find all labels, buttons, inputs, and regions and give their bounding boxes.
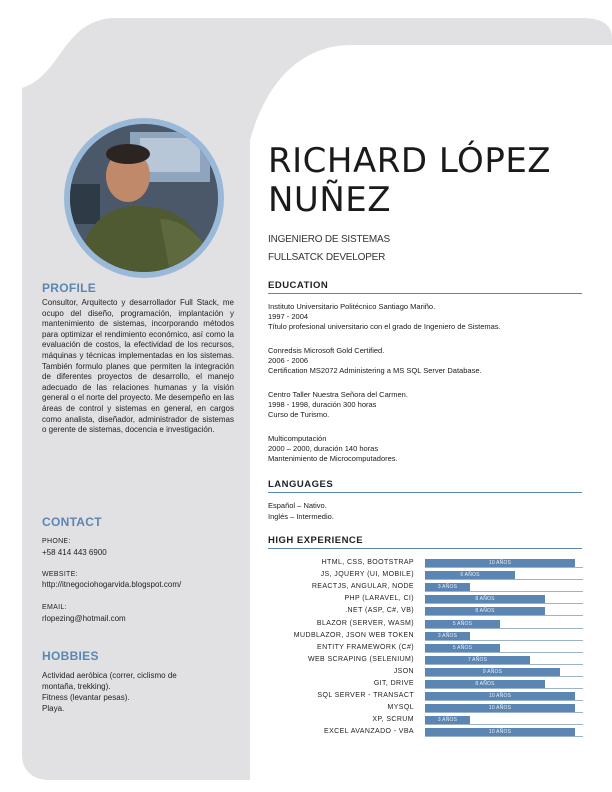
skill-name: .NET (ASP, C#, VB) <box>345 607 414 615</box>
edu-dates: 1998 - 1998, duración 300 horas <box>268 400 377 409</box>
experience-heading: HIGH EXPERIENCE <box>268 535 582 549</box>
skill-baseline <box>425 676 583 677</box>
skill-row <box>268 569 588 580</box>
skill-name: EXCEL AVANZADO - VBA <box>324 728 414 736</box>
job-title: FULLSATCK DEVELOPER <box>268 252 386 263</box>
skill-name: GIT, DRIVE <box>373 680 414 687</box>
skill-baseline <box>425 688 583 689</box>
skill-name: WEB SCRAPING (SELENIUM) <box>307 655 414 663</box>
skill-bar <box>425 716 470 724</box>
edu-institution: Centro Taller Nuestra Señora del Carmen. <box>268 390 408 399</box>
job-title: INGENIERO DE SISTEMAS <box>268 234 390 245</box>
skill-years-label: 3 AÑOS <box>437 632 458 639</box>
website-link[interactable]: http://itnegociohogarvida.blogspot.com/ <box>42 580 182 589</box>
skill-row <box>268 666 588 677</box>
skill-name: XP, SCRUM <box>372 716 414 724</box>
skill-years-label: 3 AÑOS <box>437 717 458 724</box>
hobbies-line: Fitness (levantar pesas). <box>42 693 130 702</box>
email-link[interactable]: rlopezing@hotmail.com <box>42 614 126 623</box>
skill-row <box>268 557 588 568</box>
skill-baseline <box>425 615 583 616</box>
skill-name: BLAZOR (SERVER, WASM) <box>316 619 414 627</box>
contact-heading: CONTACT <box>42 515 102 529</box>
avatar <box>70 124 218 272</box>
website-label: WEBSITE: <box>42 571 78 578</box>
skill-baseline <box>425 579 583 580</box>
skill-bar <box>425 644 500 652</box>
profile-text: Consultor, Arquitecto y desarrollador Full Stack, me ocupo del diseño, programación, implantación y mantenimiento de sistemas, incorporando métodos para optimizar el rendimiento económico, así como la evaluación de costos, la efectividad de los recursos, máquinas y técnicas implementadas en los sistemas. También formulo planes que permiten la integración de diferentes proyectos de desarrollo, el manejo adecuado de las relaciones humanas y la visión general o el norte del proyecto. Me desempeño en las áreas de control y sistemas en general, en cargos como analista, diseñador, administrador de sistemas o gerente de sistemas, docencia e investigación. <box>42 298 234 435</box>
edu-institution: Multicomputación <box>268 434 327 443</box>
skill-bar <box>425 680 545 688</box>
skill-bar <box>425 692 575 700</box>
skill-years-label: 10 AÑOS <box>488 705 512 712</box>
skill-row <box>268 726 588 737</box>
hobbies-heading: HOBBIES <box>42 649 99 663</box>
skill-bar <box>425 728 575 736</box>
education-item <box>268 390 408 420</box>
skill-row <box>268 690 588 701</box>
skill-years-label: 10 AÑOS <box>488 560 512 566</box>
skill-bar <box>425 583 470 591</box>
skill-years-label: 10 AÑOS <box>488 693 512 700</box>
email-label: EMAIL: <box>42 604 67 611</box>
language-line: Español – Nativo. <box>268 501 327 510</box>
skill-baseline <box>425 664 583 665</box>
phone-value[interactable]: +58 414 443 6900 <box>42 548 107 557</box>
edu-dates: 2006 - 2006 <box>268 356 309 365</box>
skill-baseline <box>425 712 583 713</box>
skill-baseline <box>425 652 583 653</box>
skill-baseline <box>425 591 583 592</box>
skill-row <box>268 654 588 665</box>
skill-bar <box>425 620 500 628</box>
skill-bar <box>425 595 545 603</box>
skill-bar <box>425 607 545 615</box>
skill-years-label: 5 AÑOS <box>452 620 473 627</box>
skill-row <box>268 581 588 592</box>
edu-dates: 1997 - 2004 <box>268 312 309 321</box>
skill-name: MUDBLAZOR, JSON WEB TOKEN <box>293 631 414 639</box>
skill-years-label: 5 AÑOS <box>452 644 473 651</box>
profile-photo <box>64 118 224 278</box>
edu-dates: 2000 – 2000, duración 140 horas <box>268 444 379 453</box>
skill-name: JS, JQUERY (UI, MOBILE) <box>320 571 414 579</box>
skill-baseline <box>425 603 583 604</box>
phone-label: PHONE: <box>42 538 71 545</box>
skill-row <box>268 593 588 604</box>
skill-row <box>268 630 588 641</box>
edu-detail: Título profesional universitario con el grado de Ingeniero de Sistemas. <box>268 322 501 331</box>
hobbies-line: Actividad aeróbica (correr, ciclismo de <box>42 671 177 680</box>
skill-baseline <box>425 640 583 641</box>
hobbies-line: montaña, trekking). <box>42 682 111 691</box>
language-line: Inglés – Intermedio. <box>268 512 334 521</box>
skill-name: MYSQL <box>387 704 414 712</box>
page-title <box>268 142 551 220</box>
education-item <box>268 302 501 332</box>
skill-years-label: 9 AÑOS <box>482 668 503 675</box>
skill-name: ENTITY FRAMEWORK (C#) <box>317 643 414 651</box>
education-item <box>268 346 482 376</box>
skill-years-label: 7 AÑOS <box>467 656 488 663</box>
edu-detail: Certification MS2072 Administering a MS SQL Server Database. <box>268 366 482 375</box>
skill-baseline <box>425 628 583 629</box>
skill-baseline <box>425 736 583 737</box>
profile-heading: PROFILE <box>42 281 97 295</box>
skill-row <box>268 642 588 653</box>
skill-bar <box>425 656 530 664</box>
skill-years-label: 8 AÑOS <box>475 596 495 603</box>
edu-institution: Conredsis Microsoft Gold Certified. <box>268 346 385 355</box>
skill-baseline <box>425 724 583 725</box>
education-item <box>268 434 398 464</box>
edu-institution: Instituto Universitario Politécnico Santiago Mariño. <box>268 302 436 311</box>
skill-years-label: 3 AÑOS <box>437 584 458 591</box>
skill-years-label: 10 AÑOS <box>488 729 512 736</box>
skill-name: HTML, CSS, BOOTSTRAP <box>321 559 414 566</box>
skill-bar <box>425 668 560 676</box>
skill-bar <box>425 571 515 579</box>
edu-detail: Mantenimiento de Microcomputadores. <box>268 454 398 463</box>
skill-bar <box>425 632 470 640</box>
languages-heading: LANGUAGES <box>268 479 582 493</box>
skill-name: SQL SERVER - TRANSACT <box>317 692 414 700</box>
skill-name: PHP (LARAVEL, CI) <box>344 595 414 603</box>
skill-row <box>268 605 588 616</box>
skill-row <box>268 702 588 713</box>
skill-baseline <box>425 567 583 568</box>
skill-bar <box>425 704 575 712</box>
skill-row <box>268 618 588 629</box>
skill-bar <box>425 559 575 567</box>
skill-baseline <box>425 700 583 701</box>
hobbies-line: Playa. <box>42 704 65 713</box>
skill-years-label: 6 AÑOS <box>460 572 480 579</box>
skill-row <box>268 678 588 689</box>
skill-row <box>268 714 588 725</box>
edu-detail: Curso de Turismo. <box>268 410 330 419</box>
skill-name: REACTJS, ANGULAR, NODE <box>311 583 414 591</box>
skill-years-label: 8 AÑOS <box>475 608 495 615</box>
name-line: NUÑEZ <box>268 180 392 220</box>
education-heading: EDUCATION <box>268 280 582 294</box>
skill-name: JSON <box>393 667 414 675</box>
skill-years-label: 8 AÑOS <box>475 681 495 687</box>
name-line: RICHARD LÓPEZ <box>268 141 552 181</box>
